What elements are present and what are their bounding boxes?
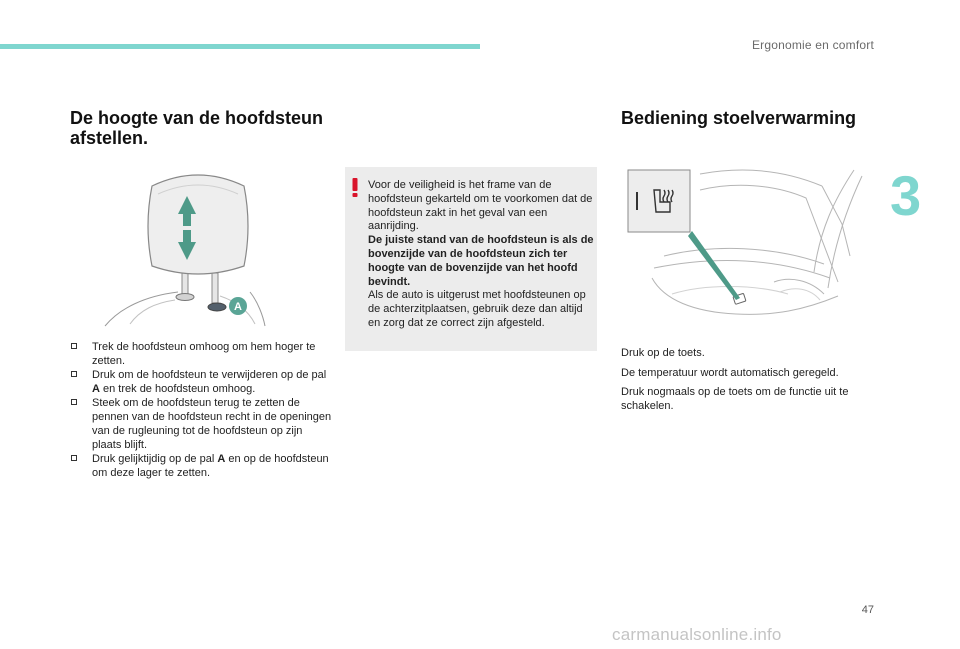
header-accent-bar <box>0 44 480 49</box>
checkbox-bullet-icon <box>71 399 77 405</box>
checkbox-bullet-icon <box>71 343 77 349</box>
instruction-paragraph: De temperatuur wordt automatisch geregeld. <box>621 367 839 379</box>
instruction-paragraph: Druk op de toets. <box>621 347 705 359</box>
list-item: Steek om de hoofdsteun terug te zetten de pennen van de hoofdsteun recht in de openingen van de rugleuning tot de hoofdsteun op zijn plaats blijft. <box>70 396 332 452</box>
callout-a-label: A <box>234 301 242 313</box>
headrest-heading: De hoogte van de hoofdsteun afstellen. <box>70 108 324 148</box>
list-item: Druk om de hoofdsteun te verwijderen op de pal A en trek de hoofdsteun omhoog. <box>70 368 332 396</box>
checkbox-bullet-icon <box>71 455 77 461</box>
page-number: 47 <box>861 604 874 616</box>
seat-heating-heading: Bediening stoelverwarming <box>621 108 857 128</box>
headrest-steps-list <box>70 340 332 480</box>
warning-paragraph: Voor de veiligheid is het frame van de hoofdsteun gekarteld om te voorkomen dat de hoofdsteun zakt in het geval van een aanrijding. <box>368 179 593 233</box>
watermark-text: carmanualsonline.info <box>612 625 782 644</box>
warning-bold-paragraph: De juiste stand van de hoofdsteun is als de bovenzijde van de hoofdsteun zich ter hoogte van de bovenzijde van het hoofd bevindt. <box>368 234 594 288</box>
seat-heating-button <box>628 170 690 232</box>
list-item: Druk gelijktijdig op de pal A en op de hoofdsteun om deze lager te zetten. <box>70 452 332 480</box>
exclamation-warning-icon <box>350 178 360 198</box>
chapter-number: 3 <box>890 164 922 227</box>
section-title: Ergonomie en comfort <box>751 38 874 52</box>
warning-paragraph: Als de auto is uitgerust met hoofdsteunen op de achterzitplaatsen, gebruik deze dan altijd en zorg dat ze correct zijn afgesteld. <box>368 289 586 329</box>
instruction-paragraph: Druk nogmaals op de toets om de functie uit te schakelen. <box>621 386 849 412</box>
checkbox-bullet-icon <box>71 371 77 377</box>
headrest-illustration <box>100 168 270 333</box>
list-item: Trek de hoofdsteun omhoog om hem hoger te zetten. <box>70 340 332 368</box>
callout-a-marker <box>229 297 247 315</box>
seat-heating-illustration <box>624 160 869 325</box>
warning-text <box>368 179 594 331</box>
